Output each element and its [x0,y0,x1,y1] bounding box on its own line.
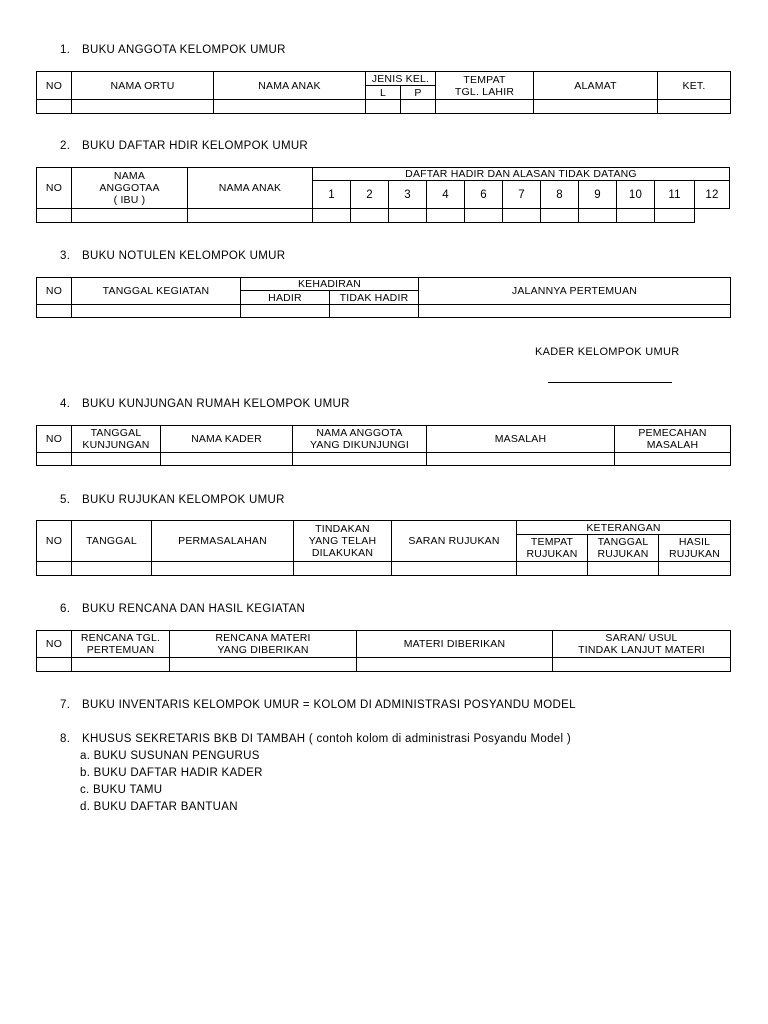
header-nama-kader: NAMA KADER [161,426,293,453]
header-rencana-materi: RENCANA MATERI YANG DIBERIKAN [170,631,357,658]
section-number: 2. [60,140,71,152]
section-title: BUKU NOTULEN KELOMPOK UMUR [82,250,286,262]
month-2: 2 [351,181,389,209]
header-p: P [401,86,436,100]
header-l: L [366,86,401,100]
header-no: NO [37,278,72,305]
section-3-heading [60,250,285,262]
section-title: BUKU RUJUKAN KELOMPOK UMUR [82,494,285,506]
table-row [37,658,731,672]
header-tempat-tgl-lahir: TEMPAT TGL. LAHIR [436,72,534,100]
list-item: c. BUKU TAMU [80,784,163,796]
list-item: a. BUKU SUSUNAN PENGURUS [80,750,260,762]
header-masalah: MASALAH [427,426,615,453]
header-no: NO [37,426,72,453]
header-no: NO [37,521,72,562]
month-3: 3 [389,181,427,209]
section-number: 8. [60,733,71,745]
header-nama-anggota: NAMA ANGGOTAA ( IBU ) [72,168,188,209]
section-2-heading [60,140,308,152]
month-12: 12 [695,181,730,209]
month-8: 8 [541,181,579,209]
list-item: d. BUKU DAFTAR BANTUAN [80,801,238,813]
rencana-table [36,630,731,672]
month-1: 1 [313,181,351,209]
header-nama-anggota: NAMA ANGGOTA YANG DIKUNJUNGI [293,426,427,453]
section-title: BUKU INVENTARIS KELOMPOK UMUR = KOLOM DI ADMINISTRASI POSYANDU MODEL [82,699,576,711]
month-9: 9 [579,181,617,209]
header-tindakan: TINDAKAN YANG TELAH DILAKUKAN [294,521,392,562]
section-number: 7. [60,699,71,711]
month-10: 10 [617,181,655,209]
header-nama-anak: NAMA ANAK [214,72,366,100]
header-pemecahan-masalah: PEMECAHAN MASALAH [615,426,731,453]
header-ket: KET. [658,72,731,100]
header-no: NO [37,168,72,209]
section-6-heading [60,603,305,615]
table-row [37,453,731,466]
header-tanggal-rujukan: TANGGAL RUJUKAN [588,535,659,562]
anggota-table [36,71,731,114]
section-title: KHUSUS SEKRETARIS BKB DI TAMBAH ( contoh kolom di administrasi Posyandu Model ) [82,733,571,745]
section-number: 1. [60,44,71,56]
section-number: 5. [60,494,71,506]
month-4: 4 [427,181,465,209]
header-keterangan: KETERANGAN [517,521,731,535]
daftar-hadir-table [36,167,730,223]
list-item: b. BUKU DAFTAR HADIR KADER [80,767,263,779]
table-row [37,100,731,114]
header-daftar-hadir: DAFTAR HADIR DAN ALASAN TIDAK DATANG [313,168,730,181]
section-number: 4. [60,398,71,410]
notulen-table [36,277,731,318]
section-number: 6. [60,603,71,615]
header-tempat-rujukan: TEMPAT RUJUKAN [517,535,588,562]
header-hasil-rujukan: HASIL RUJUKAN [659,535,731,562]
header-no: NO [37,631,72,658]
month-6: 6 [465,181,503,209]
section-4-heading [60,398,350,410]
table-row [37,209,730,223]
section-title: BUKU RENCANA DAN HASIL KEGIATAN [82,603,306,615]
header-tanggal: TANGGAL [72,521,152,562]
header-tidak-hadir: TIDAK HADIR [330,291,419,305]
header-nama-ortu: NAMA ORTU [72,72,214,100]
kunjungan-table [36,425,731,466]
section-5-heading [60,494,285,506]
section-title: BUKU DAFTAR HDIR KELOMPOK UMUR [82,140,309,152]
header-nama-anak: NAMA ANAK [188,168,313,209]
table-row [37,562,731,576]
header-kehadiran: KEHADIRAN [241,278,419,291]
signature-line [548,382,672,383]
header-materi-diberikan: MATERI DIBERIKAN [357,631,553,658]
header-permasalahan: PERMASALAHAN [152,521,294,562]
section-8-heading [60,733,571,745]
header-saran-usul: SARAN/ USUL TINDAK LANJUT MATERI [553,631,731,658]
header-tanggal-kegiatan: TANGGAL KEGIATAN [72,278,241,305]
header-saran-rujukan: SARAN RUJUKAN [392,521,517,562]
month-11: 11 [655,181,695,209]
header-jenis-kel: JENIS KEL. [366,72,436,86]
section-number: 3. [60,250,71,262]
header-rencana-tgl: RENCANA TGL. PERTEMUAN [72,631,170,658]
rujukan-table [36,520,731,576]
header-jalannya-pertemuan: JALANNYA PERTEMUAN [419,278,731,305]
month-7: 7 [503,181,541,209]
table-row [37,305,731,318]
header-alamat: ALAMAT [534,72,658,100]
section-1-heading [60,44,286,56]
header-tanggal-kunjungan: TANGGAL KUNJUNGAN [72,426,161,453]
header-hadir: HADIR [241,291,330,305]
section-title: BUKU ANGGOTA KELOMPOK UMUR [82,44,286,56]
section-title: BUKU KUNJUNGAN RUMAH KELOMPOK UMUR [82,398,350,410]
signature-title: KADER KELOMPOK UMUR [535,346,680,358]
header-no: NO [37,72,72,100]
section-7-heading [60,699,576,711]
